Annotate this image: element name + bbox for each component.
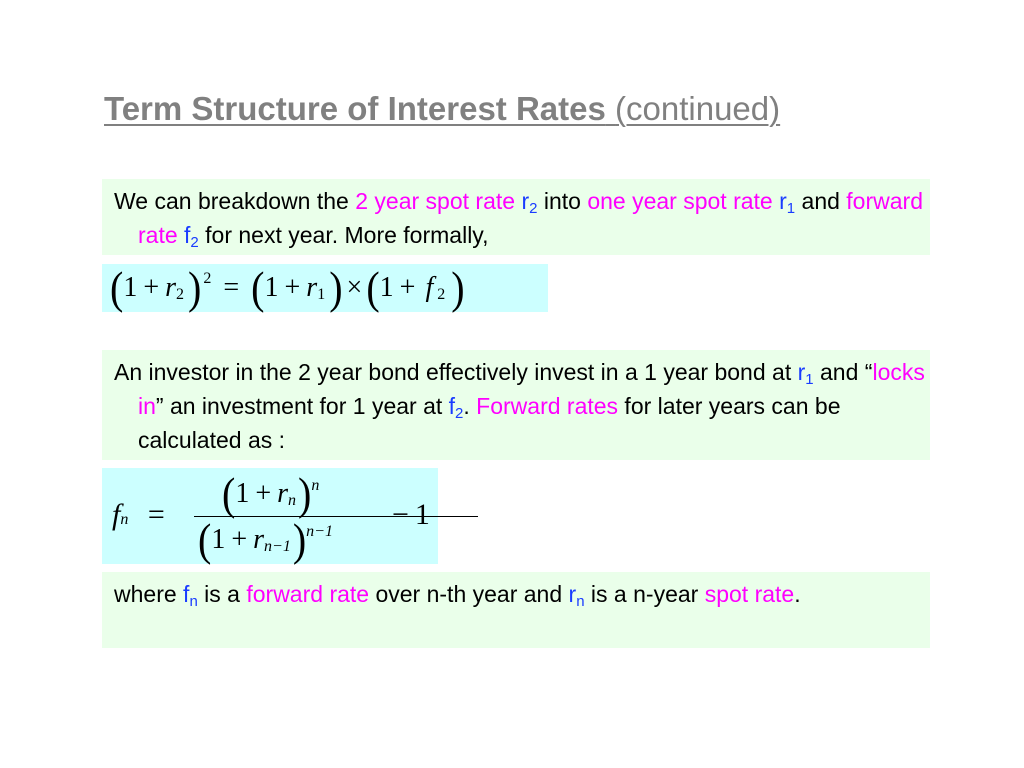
- symbol-letter: f: [184, 222, 191, 248]
- eq-lhs: [112, 498, 165, 532]
- text-run: where: [114, 581, 184, 607]
- text-box-definitions: [102, 572, 930, 648]
- eq-term: 1: [235, 478, 250, 509]
- plus-sign: +: [255, 478, 272, 509]
- breakdown-paragraph: [102, 184, 930, 252]
- slide-title-continued: (continued): [615, 90, 781, 127]
- symbol-subscript: n: [576, 593, 585, 610]
- symbol-rn: [568, 581, 585, 610]
- eq-subscript: 2: [176, 286, 185, 303]
- plus-sign: +: [143, 272, 160, 303]
- symbol-letter: f: [448, 393, 456, 419]
- fraction-bar: [194, 516, 478, 517]
- slide-title-main: Term Structure of Interest Rates: [104, 90, 606, 127]
- paren-close: ): [329, 261, 343, 314]
- eq-term: 1: [264, 272, 279, 303]
- eq-subscript: n: [120, 511, 129, 528]
- symbol-subscript: 1: [805, 371, 814, 388]
- slide-title: [104, 90, 780, 128]
- symbol-f2: [448, 393, 464, 422]
- text-run: and: [795, 188, 847, 214]
- eq-term: 1: [123, 272, 138, 303]
- symbol-r1: [779, 188, 796, 217]
- eq-variable: r: [165, 272, 177, 303]
- equals-sign: =: [223, 272, 240, 303]
- eq-term: 1: [379, 272, 394, 303]
- minus-sign: −: [392, 498, 409, 531]
- paren-open: (: [198, 513, 212, 566]
- paren-close: ): [292, 513, 307, 566]
- text-run: We can breakdown the: [114, 188, 356, 214]
- eq-variable: r: [277, 478, 289, 509]
- symbol-subscript: 2: [529, 200, 538, 217]
- eq-exponent: n−1: [306, 523, 333, 540]
- text-run: ” an investment for 1 year at: [155, 393, 449, 419]
- term-spot-rate: spot rate: [704, 581, 795, 607]
- definitions-paragraph: [102, 577, 930, 611]
- symbol-r2: [521, 188, 538, 217]
- eq-exponent: n: [311, 477, 320, 494]
- symbol-subscript: 2: [455, 405, 464, 422]
- text-run: for later years can be calculated as :: [138, 393, 841, 453]
- term-forward-rates: Forward rates: [476, 393, 619, 419]
- eq-subscript: 2: [437, 286, 446, 303]
- symbol-subscript: 1: [786, 200, 796, 217]
- term-forward-rate: forward rate: [138, 188, 923, 248]
- symbol-letter: r: [521, 188, 530, 214]
- eq-variable: r: [253, 524, 265, 555]
- symbol-subscript: n: [189, 593, 198, 610]
- text-run: is a: [197, 581, 247, 607]
- paren-close: ): [188, 261, 202, 314]
- symbol-letter: r: [779, 188, 787, 214]
- plus-sign: +: [231, 524, 248, 555]
- eq-exponent: 2: [203, 270, 212, 287]
- fraction-numerator: [222, 467, 320, 520]
- eq-subscript: n: [288, 492, 297, 509]
- text-run: .: [794, 581, 801, 607]
- equals-sign: =: [147, 498, 165, 531]
- eq-variable: f: [112, 498, 121, 531]
- eq-term: 1: [414, 498, 430, 531]
- symbol-f2: [184, 222, 199, 251]
- plus-sign: +: [284, 272, 301, 303]
- eq-subscript: 1: [317, 286, 326, 303]
- fraction-denominator: [198, 513, 333, 566]
- equation-two-year-breakdown: [102, 261, 548, 314]
- symbol-fn: [183, 581, 198, 610]
- paren-open: (: [251, 261, 265, 314]
- symbol-letter: f: [183, 581, 190, 607]
- eq-variable: f: [425, 272, 434, 303]
- symbol-letter: r: [568, 581, 577, 607]
- symbol-subscript: 2: [190, 234, 199, 251]
- text-run: is a n-year: [584, 581, 705, 607]
- times-sign: ×: [346, 272, 363, 303]
- term-2-year-spot-rate: 2 year spot rate: [355, 188, 516, 214]
- eq-minus-one: [392, 498, 430, 532]
- text-run: for next year. More formally,: [198, 222, 489, 248]
- plus-sign: +: [399, 272, 416, 303]
- term-locks-in: locks in: [138, 359, 925, 419]
- text-box-breakdown: [102, 179, 930, 255]
- text-run: An investor in the 2 year bond effectively invest in a 1 year bond at: [114, 359, 798, 385]
- text-run: over n-th year and: [369, 581, 569, 607]
- eq-subscript: n−1: [264, 538, 291, 555]
- paren-open: (: [110, 261, 124, 314]
- eq-term: 1: [211, 524, 226, 555]
- paren-open: (: [366, 261, 380, 314]
- symbol-letter: r: [797, 359, 806, 385]
- paren-close: ): [298, 467, 312, 520]
- text-box-investor: [102, 350, 930, 460]
- eq-variable: r: [306, 272, 318, 303]
- term-one-year-spot-rate: one year spot rate: [587, 188, 773, 214]
- term-forward-rate: forward rate: [246, 581, 370, 607]
- text-run: into: [537, 188, 588, 214]
- symbol-r1: [797, 359, 814, 388]
- text-run: and “: [813, 359, 873, 385]
- paren-open: (: [222, 467, 236, 520]
- text-run: .: [463, 393, 477, 419]
- paren-close: ): [451, 261, 465, 314]
- investor-paragraph: [102, 355, 930, 457]
- equation-forward-rate: [102, 468, 438, 564]
